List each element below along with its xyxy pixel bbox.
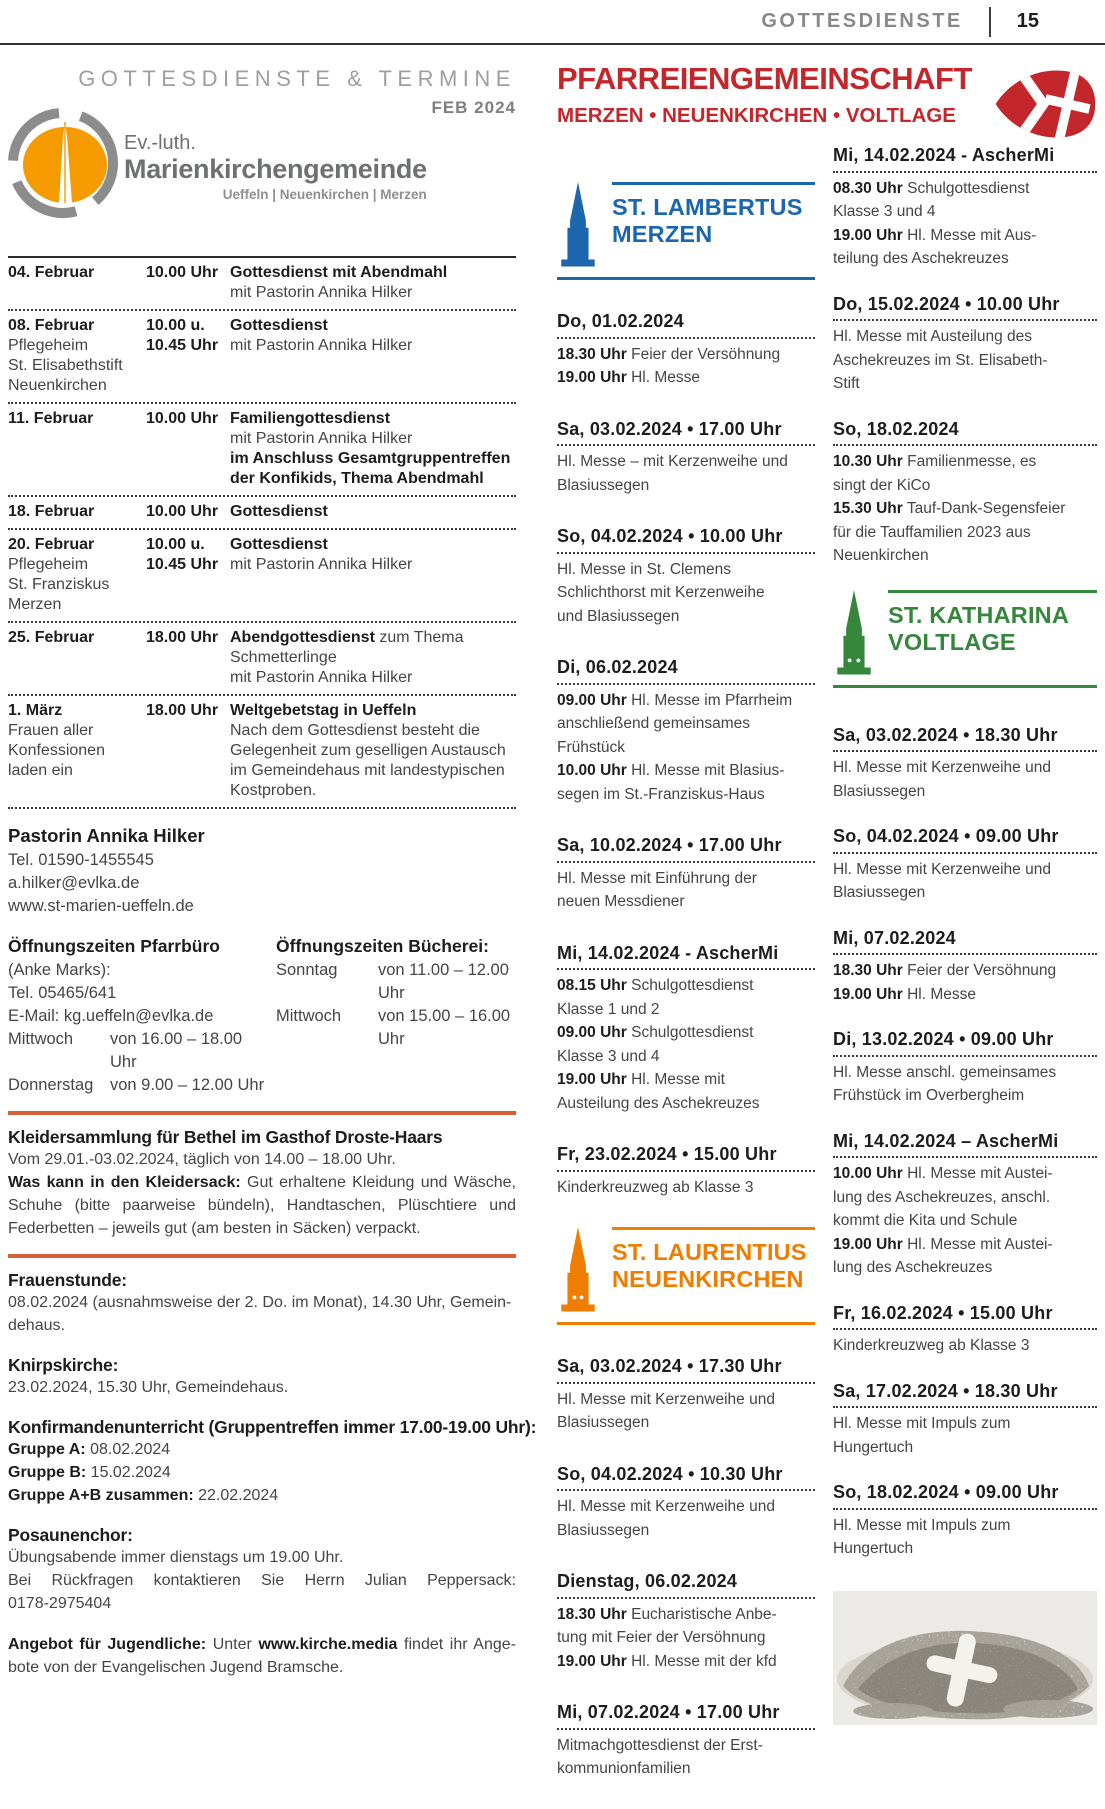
church-spire-icon	[557, 182, 599, 270]
entry-line: Schlichthorst mit Kerzenweihe	[557, 584, 765, 601]
church-name: ST. KATHARINA	[888, 601, 1070, 628]
schedule-time-cell	[146, 263, 230, 303]
notice-line: Angebot für Jugendliche: Unter www.kirche.media findet ihr Ange-	[8, 1636, 516, 1653]
service-entry	[557, 1143, 815, 1199]
entry-line: lung des Aschekreuzes, anschl.	[833, 1188, 1051, 1206]
entry-line: Kinderkreuzweg ab Klasse 3	[833, 1337, 1030, 1354]
service-entry	[833, 927, 1097, 1007]
service-entry	[833, 1028, 1097, 1108]
section-rule-top	[888, 590, 1097, 593]
orange-divider	[8, 1111, 516, 1115]
schedule-row	[8, 404, 516, 497]
church-place: VOLTLAGE	[888, 628, 1016, 655]
date-line: Pflegeheim	[8, 337, 89, 354]
entry-line: 19.00 Uhr Hl. Messe mit Aus-	[833, 226, 1037, 244]
entry-line: anschließend gemeinsames	[557, 715, 750, 732]
library-hours-rows	[276, 959, 516, 1051]
hours-day: Donnerstag	[8, 1076, 94, 1094]
marienkirche-logo-row	[8, 104, 516, 222]
entry-date-title: Fr, 23.02.2024 • 15.00 Uhr	[557, 1143, 815, 1172]
middle-column	[557, 58, 815, 1809]
entry-date-title: So, 04.02.2024 • 10.30 Uhr	[557, 1463, 815, 1492]
desc-line: Familiengottesdienst	[230, 410, 391, 427]
desc-line: Gottesdienst	[230, 536, 328, 553]
date-line: 18. Februar	[8, 503, 95, 520]
entry-line: Blasiussegen	[557, 1414, 650, 1431]
notice-line: 23.02.2024, 15.30 Uhr, Gemeindehaus.	[8, 1379, 289, 1396]
continued-entries	[833, 144, 1097, 568]
library-hours	[270, 936, 516, 1097]
time-line: 10.00 Uhr	[146, 264, 219, 281]
org-places: Ueffeln | Neuenkirchen | Merzen	[222, 187, 427, 202]
entry-line: 18.30 Uhr Feier der Versöhnung	[557, 345, 781, 363]
service-entry	[833, 144, 1097, 271]
entry-line: 08.15 Uhr Schulgottesdienst	[557, 977, 754, 994]
library-hours-row	[276, 959, 516, 1005]
office-hours-row	[8, 1028, 270, 1074]
date-line: Merzen	[8, 596, 62, 613]
section-rule-top	[612, 1227, 815, 1230]
entry-line: 19.00 Uhr Hl. Messe mit der kfd	[557, 1652, 777, 1670]
service-entry	[833, 825, 1097, 905]
entry-line: Blasiussegen	[557, 476, 650, 494]
schedule-row	[8, 696, 516, 809]
service-entry	[833, 293, 1097, 396]
notice-line: Gruppe A+B zusammen: 22.02.2024	[8, 1487, 279, 1504]
entry-line: Kinderkreuzweg ab Klasse 3	[557, 1178, 754, 1196]
date-line: 08. Februar	[8, 317, 95, 334]
church-spire-circle-icon	[8, 104, 120, 222]
entry-line: 10.00 Uhr Hl. Messe mit Blasius-	[557, 762, 785, 779]
desc-line: mit Pastorin Annika Hilker	[230, 430, 413, 447]
desc-line: mit Pastorin Annika Hilker	[230, 284, 413, 301]
entry-date-title: Sa, 10.02.2024 • 17.00 Uhr	[557, 834, 815, 863]
schedule-date-cell	[8, 263, 146, 303]
service-entry	[557, 1701, 815, 1781]
date-line: 20. Februar	[8, 536, 95, 553]
time-line: 10.00 Uhr	[146, 503, 219, 520]
notice-line: dehaus.	[8, 1317, 65, 1334]
schedule-time-cell	[146, 316, 230, 396]
office-hours-rows	[8, 1028, 270, 1097]
service-entry	[557, 942, 815, 1116]
entry-line: 09.00 Uhr Hl. Messe im Pfarrheim	[557, 691, 793, 709]
entry-line: Hl. Messe mit Einführung der	[557, 869, 757, 887]
entry-date-title: Sa, 17.02.2024 • 18.30 Uhr	[833, 1380, 1097, 1409]
schedule-row	[8, 311, 516, 404]
schedule-time-cell	[146, 502, 230, 522]
schedule-desc-cell	[230, 316, 516, 396]
service-entry	[557, 1570, 815, 1673]
date-line: St. Elisabethstift	[8, 357, 123, 374]
office-hours	[8, 936, 270, 1097]
entry-date-title: Dienstag, 06.02.2024	[557, 1570, 815, 1599]
date-line: 1. März	[8, 702, 63, 719]
pfarreien-subtitle: MERZEN • NEUENKIRCHEN • VOLTLAGE	[557, 104, 956, 127]
entry-date-title: So, 04.02.2024 • 10.00 Uhr	[557, 525, 815, 554]
section-rule-top	[612, 182, 815, 185]
church-place: MERZEN	[612, 221, 713, 247]
hours-time: von 9.00 – 12.00 Uhr	[110, 1076, 265, 1094]
contact-line: www.st-marien-ueffeln.de	[8, 897, 194, 915]
entry-date-title: Mi, 07.02.2024 • 17.00 Uhr	[557, 1701, 815, 1730]
desc-line: Abendgottesdienst zum Thema	[230, 629, 464, 646]
time-line: 18.00 Uhr	[146, 629, 219, 646]
hours-day: Sonntag	[276, 961, 338, 979]
schedule-date-cell	[8, 628, 146, 688]
service-entry	[833, 418, 1097, 568]
desc-line: Nach dem Gottesdienst besteht die	[230, 722, 480, 739]
masthead-kicker: GOTTESDIENSTE & TERMINE	[78, 66, 516, 91]
ash-cross-photo	[833, 1591, 1097, 1725]
date-line: Pflegeheim	[8, 556, 89, 573]
schedule-row	[8, 530, 516, 623]
desc-line: Gottesdienst	[230, 503, 328, 520]
office-hours-row	[8, 1074, 270, 1097]
orange-divider	[8, 1254, 516, 1258]
service-entry	[557, 656, 815, 806]
entry-date-title: Mi, 14.02.2024 - AscherMi	[557, 942, 815, 971]
entry-line: Mitmachgottesdienst der Erst-	[557, 1736, 763, 1754]
date-line: 25. Februar	[8, 629, 95, 646]
service-entry	[557, 1355, 815, 1435]
schedule-date-cell	[8, 535, 146, 615]
entry-date-title: Sa, 03.02.2024 • 18.30 Uhr	[833, 724, 1097, 753]
entry-line: 19.00 Uhr Hl. Messe	[833, 985, 977, 1003]
katharina-entries	[833, 724, 1097, 1561]
notice-title: Kleidersammlung für Bethel im Gasthof Droste-Haars	[8, 1127, 443, 1147]
schedule-desc-cell	[230, 628, 516, 688]
pfarreien-title: PFARREIENGEMEINSCHAFT	[557, 61, 972, 96]
service-entry	[557, 525, 815, 628]
contact-line: a.hilker@evlka.de	[8, 874, 140, 892]
section-rule-bottom	[833, 685, 1097, 688]
notice-block	[8, 1633, 516, 1679]
page-header-title: GOTTESDIENSTE	[761, 10, 963, 32]
entry-line: Hl. Messe mit Kerzenweihe und	[557, 1390, 775, 1408]
desc-line: mit Pastorin Annika Hilker	[230, 337, 413, 354]
entry-date-title: So, 04.02.2024 • 09.00 Uhr	[833, 825, 1097, 854]
org-prefix: Ev.-luth.	[124, 132, 196, 154]
entry-line: 18.30 Uhr Eucharistische Anbe-	[557, 1605, 777, 1623]
notice-block	[8, 1355, 516, 1399]
laurentius-entries	[557, 1355, 815, 1781]
entry-date-title: Sa, 03.02.2024 • 17.30 Uhr	[557, 1355, 815, 1384]
desc-line: Schmetterlinge	[230, 649, 337, 666]
entry-date-title: Mi, 07.02.2024	[833, 927, 1097, 956]
entry-line: Hl. Messe mit Kerzenweihe und	[833, 759, 1051, 776]
entry-date-title: Di, 06.02.2024	[557, 656, 815, 685]
notice-title: Posaunenchor:	[8, 1525, 133, 1545]
time-line: 10.00 u.	[146, 317, 205, 334]
entry-line: Hl. Messe anschl. gemeinsames	[833, 1063, 1057, 1081]
time-line: 10.45 Uhr	[146, 337, 219, 354]
notice-line: Übungsabende immer dienstags um 19.00 Uhr.	[8, 1549, 344, 1566]
section-st-lambertus	[557, 182, 815, 280]
office-hours-title: Öffnungszeiten Pfarrbüro	[8, 936, 220, 956]
opening-hours	[8, 936, 516, 1097]
contact-line: Tel. 01590-1455545	[8, 851, 154, 869]
section-st-laurentius	[557, 1227, 815, 1325]
date-line: laden ein	[8, 762, 73, 779]
entry-line: 09.00 Uhr Schulgottesdienst	[557, 1024, 754, 1041]
hours-day: Mittwoch	[8, 1030, 74, 1048]
entry-line: Blasiussegen	[557, 1521, 650, 1539]
date-line: Konfessionen	[8, 742, 105, 759]
notice-title: Konfirmandenunterricht (Gruppentreffen immer 17.00-19.00 Uhr):	[8, 1417, 537, 1437]
entry-line: Klasse 1 und 2	[557, 1000, 660, 1018]
pastor-name: Pastorin Annika Hilker	[8, 825, 205, 846]
notice-title: Frauenstunde:	[8, 1270, 127, 1290]
notice-line: Was kann in den Kleidersack: Gut erhaltene Kleidung und Wäsche,	[8, 1174, 516, 1191]
entry-line: Blasiussegen	[833, 884, 926, 901]
schedule-desc-cell	[230, 535, 516, 615]
schedule-date-cell	[8, 502, 146, 522]
entry-line: Hungertuch	[833, 1438, 914, 1456]
notice-line: Gruppe A: 08.02.2024	[8, 1441, 171, 1458]
pastor-contact-block	[8, 825, 516, 918]
hours-day: Mittwoch	[276, 1007, 342, 1025]
section-rule-bottom	[557, 1322, 815, 1325]
masthead-issue: FEB 2024	[431, 98, 516, 117]
date-line: Neuenkirchen	[8, 377, 107, 394]
service-entry	[833, 1130, 1097, 1280]
date-line: Frauen aller	[8, 722, 94, 739]
entry-line: Blasiussegen	[833, 782, 926, 800]
entry-date-title: Mi, 14.02.2024 - AscherMi	[833, 144, 1097, 173]
section-st-katharina	[833, 590, 1097, 688]
section-rule-bottom	[557, 277, 815, 280]
desc-line: Kostproben.	[230, 782, 317, 799]
notice-line: Gruppe B: 15.02.2024	[8, 1464, 171, 1481]
schedule-desc-cell	[230, 502, 516, 522]
entry-line: 10.30 Uhr Familienmesse, es	[833, 453, 1037, 470]
notice-block	[8, 1270, 516, 1337]
entry-line: teilung des Aschekreuzes	[833, 250, 1009, 267]
entry-date-title: Fr, 16.02.2024 • 15.00 Uhr	[833, 1302, 1097, 1331]
entry-line: kommt die Kita und Schule	[833, 1212, 1018, 1229]
church-name: ST. LAMBERTUS	[612, 194, 803, 220]
desc-line: im Anschluss Gesamtgruppentreffen	[230, 450, 511, 467]
pastor-contact-lines	[8, 849, 516, 918]
date-line: St. Franziskus	[8, 576, 110, 593]
desc-line: der Konfikids, Thema Abendmahl	[230, 470, 484, 487]
schedule-desc-cell	[230, 263, 516, 303]
entry-line: 19.00 Uhr Hl. Messe mit	[557, 1071, 725, 1088]
time-line: 10.45 Uhr	[146, 556, 219, 573]
entry-line: Frühstück	[557, 738, 626, 756]
entry-line: Hl. Messe mit Austeilung des	[833, 328, 1033, 345]
entry-date-title: Di, 13.02.2024 • 09.00 Uhr	[833, 1028, 1097, 1057]
notice-line: 08.02.2024 (ausnahmsweise der 2. Do. im Monat), 14.30 Uhr, Gemein-	[8, 1294, 512, 1311]
entry-line: neuen Messdiener	[557, 893, 685, 910]
notice-block	[8, 1525, 516, 1615]
service-schedule-table	[8, 256, 516, 809]
notice-line: bote von der Evangelischen Jugend Bramsche.	[8, 1659, 344, 1676]
entry-date-title: So, 18.02.2024	[833, 418, 1097, 447]
service-entry	[833, 724, 1097, 804]
entry-line: Aschekreuzes im St. Elisabeth-	[833, 351, 1048, 369]
church-spire-icon	[833, 590, 875, 678]
desc-line: mit Pastorin Annika Hilker	[230, 669, 413, 686]
time-line: 10.00 u.	[146, 536, 205, 553]
desc-line: mit Pastorin Annika Hilker	[230, 556, 413, 573]
time-line: 10.00 Uhr	[146, 410, 219, 427]
desc-line: im Gemeindehaus mit landestypischen	[230, 762, 505, 779]
notice-block	[8, 1127, 516, 1240]
desc-line: Weltgebetstag in Ueffeln	[230, 702, 417, 719]
entry-date-title: So, 18.02.2024 • 09.00 Uhr	[833, 1481, 1097, 1510]
notice-line: Bei Rückfragen kontaktieren Sie Herrn Julian Peppersack:	[8, 1572, 516, 1589]
schedule-desc-cell	[230, 409, 516, 489]
hours-time: von 15.00 – 16.00 Uhr	[378, 1007, 511, 1048]
service-entry	[557, 834, 815, 914]
org-name: Marienkirchengemeinde	[124, 154, 427, 184]
entry-line: Stift	[833, 375, 860, 392]
church-name: ST. LAURENTIUS	[612, 1239, 807, 1265]
spacer	[833, 58, 1097, 144]
entry-date-title: Mi, 14.02.2024 – AscherMi	[833, 1130, 1097, 1159]
org-block	[124, 132, 427, 202]
notice-block	[8, 1417, 537, 1507]
schedule-time-cell	[146, 535, 230, 615]
hours-time: von 11.00 – 12.00 Uhr	[378, 961, 509, 1002]
desc-line: Gottesdienst	[230, 317, 328, 334]
entry-line: kommunionfamilien	[557, 1760, 691, 1777]
office-line: (Anke Marks):	[8, 961, 111, 979]
entry-line: Hl. Messe mit Impuls zum	[833, 1516, 1011, 1534]
entry-line: Klasse 3 und 4	[833, 203, 936, 220]
date-line: 04. Februar	[8, 264, 95, 281]
entry-date-title: Sa, 03.02.2024 • 17.00 Uhr	[557, 418, 815, 447]
date-line: 11. Februar	[8, 410, 94, 427]
schedule-time-cell	[146, 628, 230, 688]
entry-line: Hl. Messe mit Kerzenweihe und	[557, 1498, 775, 1515]
notice-line: Federbetten – jeweils gut (am besten in Säcken) verpackt.	[8, 1220, 421, 1237]
notices-section	[8, 1111, 537, 1679]
library-hours-row	[276, 1005, 516, 1051]
right-column	[833, 58, 1097, 1730]
schedule-row	[8, 497, 516, 530]
left-column	[8, 58, 537, 1679]
schedule-date-cell	[8, 409, 146, 489]
notice-line: Schuhe (bitte paarweise bündeln), Handtaschen, Plüschtiere und	[8, 1197, 516, 1214]
entry-line: 19.00 Uhr Hl. Messe	[557, 369, 701, 386]
church-place: NEUENKIRCHEN	[612, 1266, 804, 1292]
entry-line: Hl. Messe mit Impuls zum	[833, 1415, 1011, 1432]
service-entry	[557, 418, 815, 498]
entry-line: 19.00 Uhr Hl. Messe mit Austei-	[833, 1235, 1053, 1253]
hours-time: von 16.00 – 18.00 Uhr	[110, 1030, 243, 1071]
schedule-time-cell	[146, 701, 230, 801]
entry-line: Austeilung des Aschekreuzes	[557, 1094, 760, 1112]
entry-line: und Blasiussegen	[557, 607, 680, 625]
entry-line: 10.00 Uhr Hl. Messe mit Austei-	[833, 1165, 1053, 1182]
notice-line: 0178-2975404	[8, 1595, 112, 1612]
schedule-desc-cell	[230, 701, 516, 801]
service-entry	[833, 1302, 1097, 1358]
church-spire-icon	[557, 1227, 599, 1315]
entry-line: Hl. Messe – mit Kerzenweihe und	[557, 453, 788, 470]
entry-line: Klasse 3 und 4	[557, 1047, 660, 1065]
entry-line: segen im St.-Franziskus-Haus	[557, 785, 765, 803]
entry-date-title: Do, 01.02.2024	[557, 310, 815, 339]
entry-line: 18.30 Uhr Feier der Versöhnung	[833, 962, 1057, 979]
office-line: Tel. 05465/641	[8, 984, 117, 1002]
entry-line: Hungertuch	[833, 1540, 914, 1557]
notice-line: Vom 29.01.-03.02.2024, täglich von 14.00 – 18.00 Uhr.	[8, 1151, 396, 1168]
entry-line: Hl. Messe mit Kerzenweihe und	[833, 860, 1051, 878]
entry-line: Neuenkirchen	[833, 547, 929, 564]
page-header	[0, 0, 1105, 45]
library-hours-title: Öffnungszeiten Bücherei:	[276, 936, 489, 956]
notice-title: Knirpskirche:	[8, 1355, 119, 1375]
entry-line: 08.30 Uhr Schulgottesdienst	[833, 179, 1030, 197]
schedule-row	[8, 258, 516, 311]
time-line: 18.00 Uhr	[146, 702, 219, 719]
service-entry	[557, 310, 815, 390]
entry-line: singt der KiCo	[833, 476, 931, 494]
lambertus-entries	[557, 310, 815, 1199]
office-line: E-Mail: kg.ueffeln@evlka.de	[8, 1007, 214, 1025]
desc-line: Gottesdienst mit Abendmahl	[230, 264, 448, 281]
entry-date-title: Do, 15.02.2024 • 10.00 Uhr	[833, 293, 1097, 322]
entry-line: tung mit Feier der Versöhnung	[557, 1629, 766, 1646]
service-entry	[833, 1380, 1097, 1460]
office-hours-lines	[8, 959, 270, 1028]
entry-line: für die Tauffamilien 2023 aus	[833, 523, 1031, 541]
page-number: 15	[1016, 10, 1039, 32]
schedule-date-cell	[8, 316, 146, 396]
entry-line: lung des Aschekreuzes	[833, 1259, 993, 1276]
service-entry	[833, 1481, 1097, 1561]
entry-line: Frühstück im Overbergheim	[833, 1087, 1025, 1104]
service-entry	[557, 1463, 815, 1543]
desc-line: Gelegenheit zum geselligen Austausch	[230, 742, 506, 759]
header-divider	[989, 7, 991, 37]
schedule-time-cell	[146, 409, 230, 489]
schedule-row	[8, 623, 516, 696]
schedule-date-cell	[8, 701, 146, 801]
entry-line: 15.30 Uhr Tauf-Dank-Segensfeier	[833, 500, 1066, 517]
entry-line: Hl. Messe in St. Clemens	[557, 560, 731, 578]
